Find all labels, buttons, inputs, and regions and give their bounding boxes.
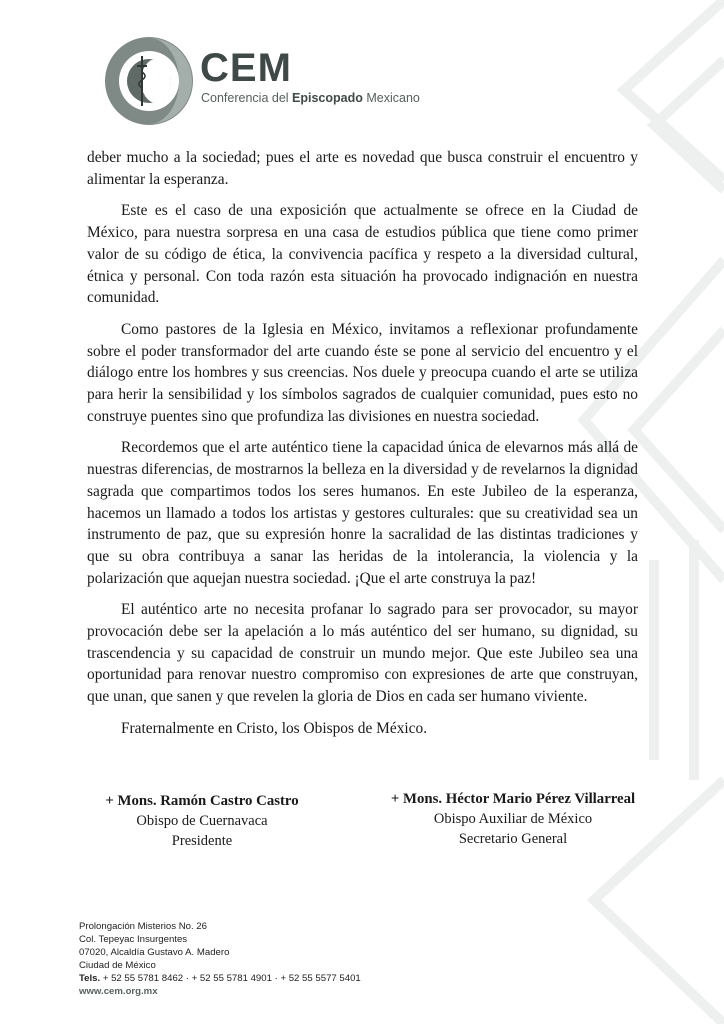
address-line: Prolongación Misterios No. 26 xyxy=(79,921,207,932)
subtitle-bold: Episcopado xyxy=(292,91,363,105)
paragraph: Como pastores de la Iglesia en México, invitamos a reflexionar profundamente sobre el poder transformador del arte cuando éste se pone al servicio del encuentro y el diálogo entre los hombres y sus creencias. Nos duele y preocupa cuando el arte se utiliza para herir la sensibilidad y los símbolos sagrados de cualquier comunidad, pues esto no construye puentes sino que profundiza las divisiones en nuestra sociedad. xyxy=(87,320,638,425)
paragraph: Este es el caso de una exposición que actualmente se ofrece en la Ciudad de México, para nuestra sorpresa en una casa de estudios pública que tiene como primer valor de su código de ética, la convivencia pacífica y respeto a la diversidad cultural, étnica y personal. Con toda razón esta situación ha provocado indignación en nuestra comunidad. xyxy=(87,202,638,307)
footer-contact xyxy=(79,920,361,998)
paragraph: deber mucho a la sociedad; pues el arte es novedad que busca construir el encuentro y alimentar la esperanza. xyxy=(87,149,638,188)
website-link[interactable]: www.cem.org.mx xyxy=(79,986,158,997)
logo-subtitle xyxy=(201,92,420,105)
tels-label: Tels. xyxy=(79,973,101,984)
signer-title: Secretario General xyxy=(458,831,568,847)
letter-body xyxy=(87,147,638,750)
signer-name: + Mons. Ramón Castro Castro xyxy=(105,793,299,809)
cem-logo-icon xyxy=(104,36,194,126)
paragraph: Recordemos que el arte auténtico tiene la capacidad única de elevarnos más allá de nuestras diferencias, de mostrarnos la belleza en la diversidad y de revelarnos la dignidad sagrada que compartimos todos los seres humanos. En este Jubileo de la esperanza, hacemos un llamado a todos los artistas y gestores culturales: que su creatividad sea un instrumento de paz, que su expresión honre la sacralidad de las distintas tradiciones y que su obra contribuya a sanar las heridas de la intolerancia, la violencia y la polarización que aquejan nuestra sociedad. ¡Que el arte construya la paz! xyxy=(87,439,638,587)
subtitle-post: Mexicano xyxy=(362,91,420,105)
address-line: 07020, Alcaldía Gustavo A. Madero xyxy=(79,947,230,958)
closing-line: Fraternalmente en Cristo, los Obispos de México. xyxy=(121,719,428,737)
tels-numbers: + 52 55 5781 8462 · + 52 55 5781 4901 · + 52 55 5577 5401 xyxy=(100,973,361,984)
address-line: Ciudad de México xyxy=(79,960,156,971)
address-line: Col. Tepeyac Insurgentes xyxy=(79,934,188,945)
letterhead xyxy=(104,36,424,126)
logo-wordmark: CEM xyxy=(200,46,292,90)
signature-block-secretary xyxy=(378,789,648,849)
signer-name: + Mons. Héctor Mario Pérez Villarreal xyxy=(390,791,636,807)
phone-numbers xyxy=(79,972,361,985)
signature-block-president xyxy=(92,791,312,851)
paragraph: El auténtico arte no necesita profanar lo sagrado para ser provocador, su mayor provocación debe ser la apelación a lo más auténtico del ser humano, su dignidad, su trascendencia y su capacidad de construir un mundo mejor. Que este Jubileo sea una oportunidad para renovar nuestro compromiso con expresiones de arte que construyan, que unan, que sanen y que revelen la gloria de Dios en cada ser humano viviente. xyxy=(87,601,638,706)
signer-role: Obispo Auxiliar de México xyxy=(433,811,593,827)
signer-role: Obispo de Cuernavaca xyxy=(136,813,268,829)
signer-title: Presidente xyxy=(171,833,233,849)
subtitle-pre: Conferencia del xyxy=(201,91,293,105)
